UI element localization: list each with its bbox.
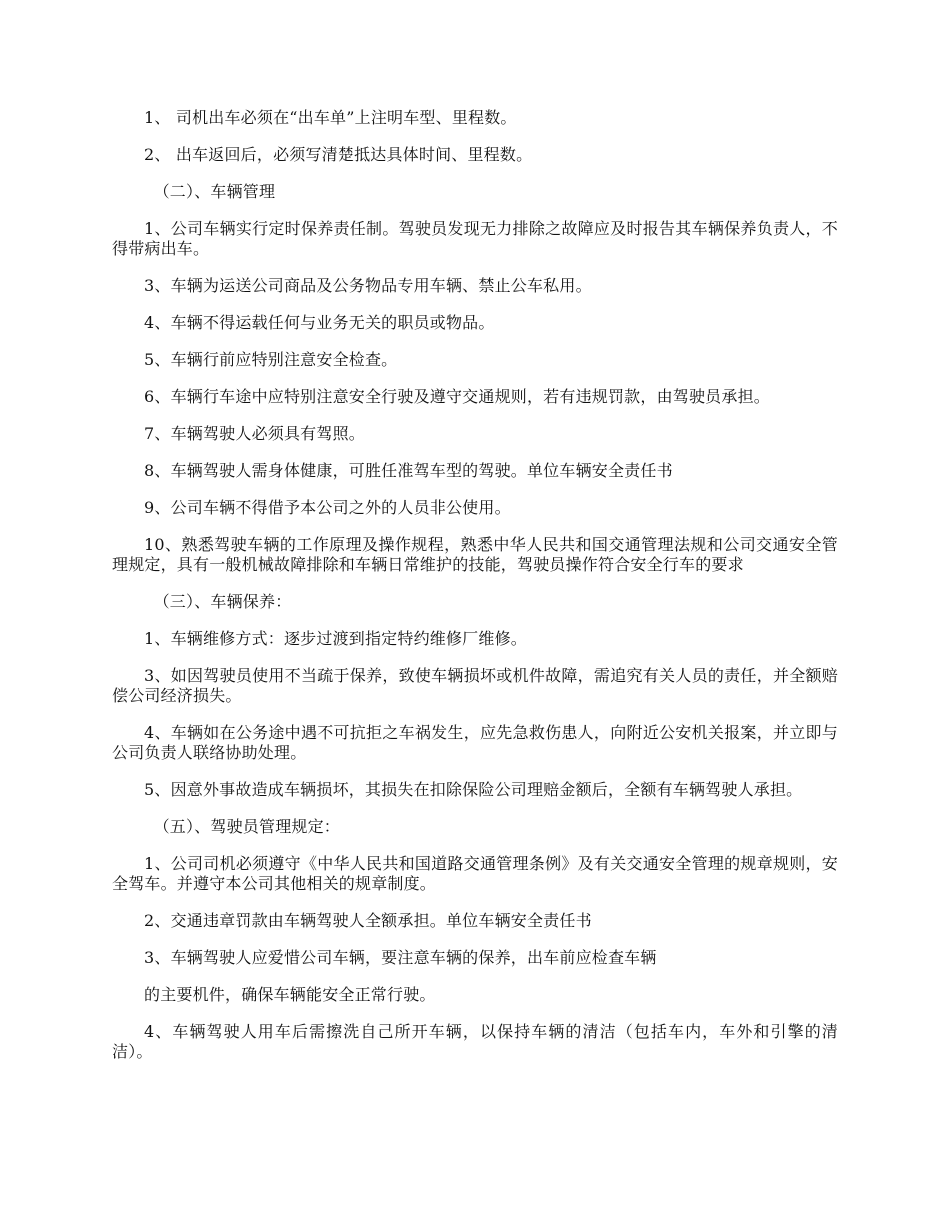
paragraph: 7、车辆驾驶人必须具有驾照。	[144, 424, 365, 443]
paragraph: 2、 出车返回后，必须写清楚抵达具体时间、里程数。	[144, 145, 533, 164]
paragraph: 4、车辆不得运载任何与业务无关的职员或物品。	[144, 313, 495, 332]
section-heading: （三）、车辆保养：	[153, 592, 292, 611]
section-heading: （二）、车辆管理	[153, 182, 276, 201]
paragraph: 1、公司司机必须遵守《中华人民共和国道路交通管理条例》及有关交通安全管理的规章规则，安全驾车。并遵守本公司其他相关的规章制度。	[112, 854, 838, 893]
paragraph: 3、车辆驾驶人应爱惜公司车辆，要注意车辆的保养，出车前应检查车辆	[144, 948, 657, 967]
paragraph: 3、车辆为运送公司商品及公务物品专用车辆、禁止公车私用。	[144, 276, 592, 295]
paragraph: 4、车辆如在公务途中遇不可抗拒之车祸发生，应先急救伤患人，向附近公安机关报案，并立即与公司负责人联络协助处理。	[112, 723, 838, 762]
paragraph: 1、 司机出车必须在“出车单”上注明车型、里程数。	[144, 108, 517, 127]
paragraph: 5、车辆行前应特别注意安全检查。	[144, 350, 398, 369]
paragraph: 的主要机件，确保车辆能安全正常行驶。	[144, 985, 436, 1004]
paragraph: 9、公司车辆不得借予本公司之外的人员非公使用。	[144, 498, 511, 517]
paragraph: 6、车辆行车途中应特别注意安全行驶及遵守交通规则，若有违规罚款，由驾驶员承担。	[144, 387, 770, 406]
paragraph: 8、车辆驾驶人需身体健康，可胜任准驾车型的驾驶。单位车辆安全责任书	[144, 461, 673, 480]
paragraph: 1、公司车辆实行定时保养责任制。驾驶员发现无力排除之故障应及时报告其车辆保养负责人，不得带病出车。	[112, 219, 838, 258]
paragraph: 1、车辆维修方式：逐步过渡到指定特约维修厂维修。	[144, 629, 527, 648]
paragraph: 10、熟悉驾驶车辆的工作原理及操作规程，熟悉中华人民共和国交通管理法规和公司交通安全管理规定，具有一般机械故障排除和车辆日常维护的技能，驾驶员操作符合安全行车的要求	[112, 535, 838, 574]
paragraph: 4、车辆驾驶人用车后需擦洗自己所开车辆，以保持车辆的清洁（包括车内，车外和引擎的清洁）。	[112, 1022, 838, 1061]
paragraph: 3、如因驾驶员使用不当疏于保养，致使车辆损坏或机件故障，需追究有关人员的责任，并全额赔偿公司经济损失。	[112, 666, 838, 705]
paragraph: 5、因意外事故造成车辆损坏，其损失在扣除保险公司理赔金额后，全额有车辆驾驶人承担。	[144, 780, 803, 799]
paragraph: 2、交通违章罚款由车辆驾驶人全额承担。单位车辆安全责任书	[144, 911, 592, 930]
section-heading: （五）、驾驶员管理规定：	[153, 817, 340, 836]
